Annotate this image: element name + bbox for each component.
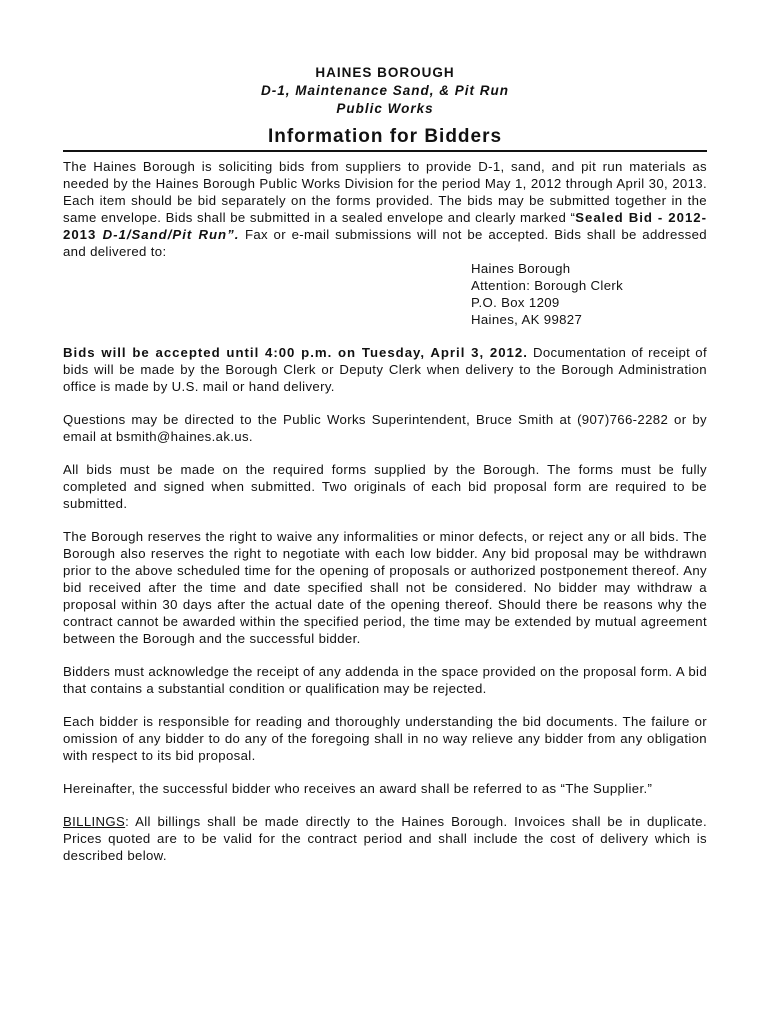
marked-label-italic: D-1/Sand/Pit Run”. xyxy=(102,227,240,242)
address-line: Haines, AK 99827 xyxy=(471,312,583,327)
header-org: HAINES BOROUGH xyxy=(315,65,455,80)
billings-paragraph xyxy=(63,813,707,864)
address-line: P.O. Box 1209 xyxy=(471,295,560,310)
intro-text: The Haines Borough is soliciting bids from suppliers to provide D-1, sand, and pit run materials as needed by the Haines Borough Public Works Division for the period May 1, 2012 through April 30, 2013. Each item should be bid separately on the forms provided. The bids may be submitted together in the same envelope. Bids shall be submitted in a sealed envelope and clearly marked “ xyxy=(63,159,707,225)
questions-paragraph: Questions may be directed to the Public Works Superintendent, Bruce Smith at (907)766-2282 or by email at bsmith@haines.ak.us. xyxy=(63,412,707,444)
intro-paragraph xyxy=(63,158,707,260)
document-title: Information for Bidders xyxy=(63,126,707,152)
forms-paragraph: All bids must be made on the required forms supplied by the Borough. The forms must be fully completed and signed when submitted. Two originals of each bid proposal form are required to be submitted. xyxy=(63,462,707,511)
supplier-paragraph: Hereinafter, the successful bidder who receives an award shall be referred to as “The Supplier.” xyxy=(63,781,653,796)
responsibility-paragraph: Each bidder is responsible for reading and thoroughly understanding the bid documents. The failure or omission of any bidder to do any of the foregoing shall in no way relieve any bidder from any obligation with respect to its bid proposal. xyxy=(63,714,707,763)
deadline-bold: Bids will be accepted until 4:00 p.m. on Tuesday, April 3, 2012. xyxy=(63,345,528,360)
address-line: Attention: Borough Clerk xyxy=(471,278,624,293)
rights-paragraph: The Borough reserves the right to waive any informalities or minor defects, or reject any or all bids. The Borough also reserves the right to negotiate with each low bidder. Any bid proposal may be withdrawn prior to the above scheduled time for the opening of proposals or authorized postponement thereof. Any bid received after the time and date specified shall not be considered. No bidder may withdraw a proposal within 30 days after the actual date of the opening thereof. Should there be reasons why the contract cannot be awarded within the specified period, the time may be extended by mutual agreement between the Borough and the successful bidder. xyxy=(63,529,707,646)
billings-text: : All billings shall be made directly to the Haines Borough. Invoices shall be in duplicate. Prices quoted are to be valid for the contract period and shall include the cost of delivery which is described below. xyxy=(63,814,707,863)
header-dept: Public Works xyxy=(336,101,434,116)
billings-label: BILLINGS xyxy=(63,814,126,829)
document-page xyxy=(63,64,707,864)
marked-label: Sealed Bid - 2012-2013 xyxy=(63,210,708,242)
address-line: Haines Borough xyxy=(471,261,571,276)
deadline-paragraph xyxy=(63,344,707,395)
header-subject: D-1, Maintenance Sand, & Pit Run xyxy=(260,83,510,98)
intro-text-after: Fax or e-mail submissions will not be accepted. Bids shall be addressed and delivered to: xyxy=(63,227,707,259)
addenda-paragraph: Bidders must acknowledge the receipt of any addenda in the space provided on the proposal form. A bid that contains a substantial condition or qualification may be rejected. xyxy=(63,664,707,696)
mailing-address xyxy=(63,260,707,328)
deadline-text: Documentation of receipt of bids will be made by the Borough Clerk or Deputy Clerk when delivery to the Borough Administration office is made by U.S. mail or hand delivery. xyxy=(63,345,707,394)
